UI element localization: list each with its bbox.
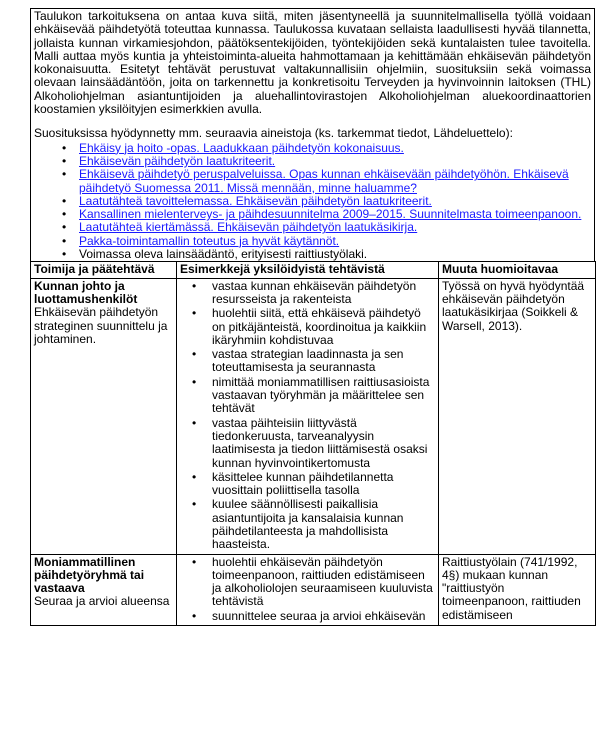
role-task: Ehkäisevän päihdetyön strateginen suunnittelu ja johtaminen.	[34, 305, 168, 346]
table-row	[31, 278, 596, 554]
task-item: • vastaa päihteisiin liittyvästä tiedonkeruusta, tarveanalyysin laatimisesta ja tiedon liittämisestä osaksi kunnan hyvinvointikertomusta	[180, 417, 435, 470]
source-link[interactable]: Ehkäisevä päihdetyö peruspalveluissa. Opas kunnan ehkäisevään päihdetyöhön. Ehkäisevä päihdetyö Suomessa 2011. Missä mennään, minne haluamme?	[79, 167, 569, 195]
tasks-table	[30, 261, 596, 625]
table-header-row	[31, 262, 596, 278]
intro-paragraph: Taulukon tarkoituksena on antaa kuva siitä, miten jäsentyneellä ja suunnitelmallisella työllä voidaan ehkäisevää päihdetyötä toteuttaa kunnassa. Taulukossa kuvataan sellaista laadullisesti hyvää tilannetta, jollaista kunnan virkamiesjohdon, päätöksentekijöiden, työntekijöiden sekä kuntalaisten tulee tavoitella. Malli auttaa myös kuntia ja yhteistoiminta-alueita hahmottamaan ja kehittämään ehkäisevän päihdetyön kokonaisuutta. Esitetyt tehtävät perustuvat valtakunnallisiin ohjelmiin, suosituksiin sekä voimassa olevaan lainsäädäntöön, joita on tarkennettu ja konkretisoitu Terveyden ja hyvinvoinnin laitoksen (THL) Alkoholiohjelman asiantuntijoiden ja aluehallintovirastojen Alkoholiohjelman aluekoordinaattorien koostamien yksilöityjen esimerkkien avulla.	[34, 9, 591, 117]
source-item[interactable]	[34, 208, 591, 221]
source-link[interactable]: Kansallinen mielenterveys- ja päihdesuunnitelma 2009–2015. Suunnitelmasta toimeenpanoon.	[79, 207, 582, 222]
source-item: • Voimassa oleva lainsäädäntö, erityisesti raittiustyölaki.	[34, 248, 591, 261]
source-item[interactable]	[34, 142, 591, 155]
source-link[interactable]: Ehkäisevän päihdetyön laatukriteerit.	[79, 153, 276, 168]
source-list	[34, 142, 591, 262]
task-item: • nimittää moniammatillisen raittiusasioista vastaavan työryhmän ja määrittelee sen tehtävät	[180, 376, 435, 416]
column-header: Esimerkkejä yksilöidyistä tehtävistä	[177, 262, 439, 278]
task-list	[180, 280, 435, 552]
source-link[interactable]: Ehkäisy ja hoito -opas. Laadukkaan päihdetyön kokonaisuus.	[79, 140, 404, 155]
role-title: Kunnan johto ja luottamushenkilöt	[34, 278, 138, 306]
tasks-cell	[177, 278, 439, 554]
notes-cell	[439, 554, 596, 625]
task-item: • kuulee säännöllisesti paikallisia asiantuntijoita ja kansalaisia kunnan päihdetilanteesta ja mahdollisista haasteista.	[180, 498, 435, 551]
task-item: • huolehtii ehkäisevän päihdetyön toimeenpanoon, raittiuden edistämiseen ja alkoholiolojen seuraamiseen kuuluvista tehtävistä	[180, 556, 435, 609]
source-item[interactable]	[34, 195, 591, 208]
task-item: • suunnittelee seuraa ja arvioi ehkäisevän	[180, 610, 435, 623]
source-link[interactable]: Pakka-toimintamallin toteutus ja hyvät käytännöt.	[79, 233, 340, 248]
tasks-cell	[177, 554, 439, 625]
task-item: • vastaa strategian laadinnasta ja sen toteuttamisesta ja seurannasta	[180, 348, 435, 375]
role-title: Moniammatillinen päihdetyöryhmä tai vastaava	[34, 555, 145, 596]
source-link[interactable]: Laatutähteä kiertämässä. Ehkäisevän päihdetyön laatukäsikirja.	[79, 220, 418, 235]
document-page	[30, 8, 595, 626]
intro-box	[30, 8, 595, 261]
task-item: • huolehtii siitä, että ehkäisevä päihdetyö on pitkäjänteistä, koordinoitua ja kaikkiin ikäryhmiin kohdistuvaa	[180, 307, 435, 347]
source-link[interactable]: Laatutähteä tavoittelemassa. Ehkäisevän päihdetyön laatukriteerit.	[79, 193, 432, 208]
column-header: Muuta huomioitavaa	[439, 262, 596, 278]
notes-text: Raittiustyölain (741/1992, 4§) mukaan kunnan "raittiustyön toimeenpanoon, raittiuden edistämiseen	[442, 555, 581, 622]
task-item: • vastaa kunnan ehkäisevän päihdetyön resursseista ja rakenteista	[180, 280, 435, 307]
table-row	[31, 554, 596, 625]
source-item[interactable]	[34, 155, 591, 168]
task-item: • käsittelee kunnan päihdetilannetta vuosittain poliittisella tasolla	[180, 471, 435, 498]
task-list	[180, 556, 435, 623]
column-header: Toimija ja päätehtävä	[31, 262, 177, 278]
sources-lead: Suosituksissa hyödynnetty mm. seuraavia aineistoja (ks. tarkemmat tiedot, Lähdeluettelo):	[34, 126, 513, 141]
notes-cell: Työssä on hyvä hyödyntää ehkäisevän päihdetyön laatukäsikirjaa (Soikkeli & Warsell, 2013).	[439, 278, 596, 554]
source-item[interactable]	[34, 168, 591, 195]
source-item[interactable]	[34, 235, 591, 248]
role-cell	[31, 554, 177, 625]
source-item[interactable]	[34, 221, 591, 234]
role-cell	[31, 278, 177, 554]
role-task: Seuraa ja arvioi alueensa	[34, 594, 170, 609]
